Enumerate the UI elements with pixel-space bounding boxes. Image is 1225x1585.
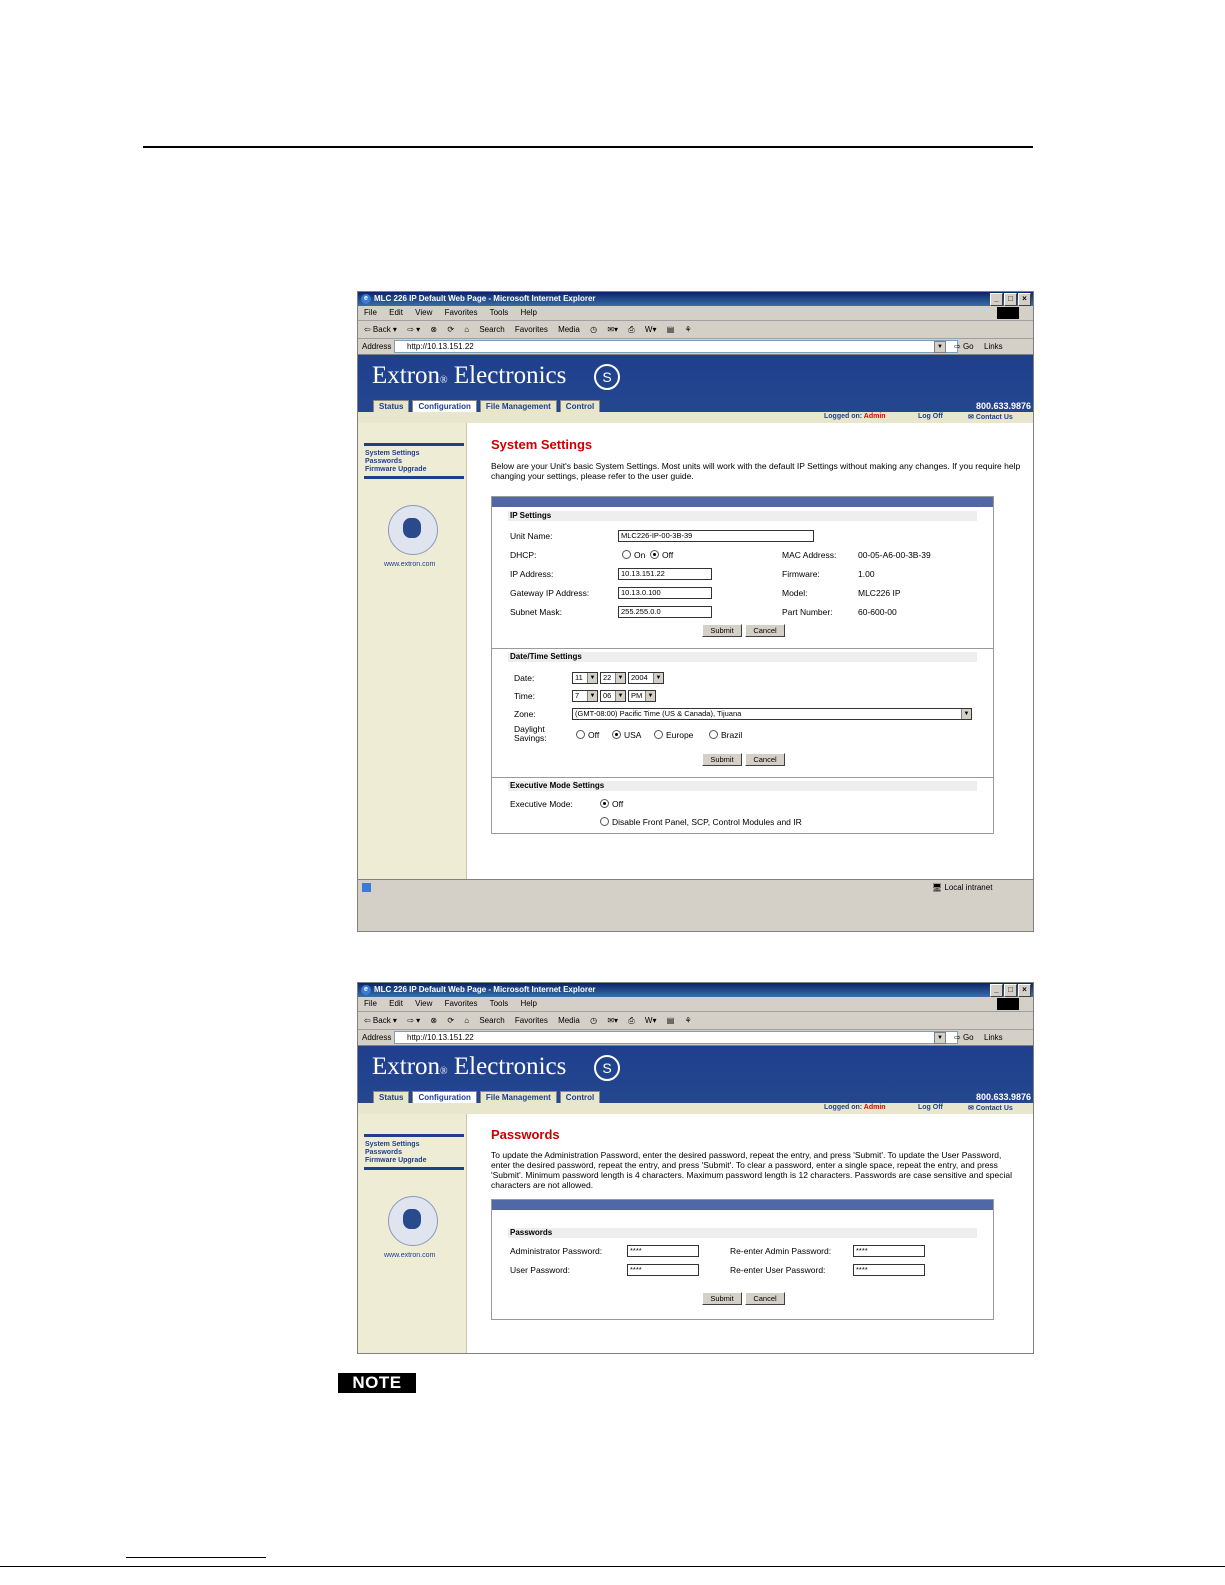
unit-name-label: Unit Name:: [510, 531, 553, 541]
menu-file[interactable]: File: [364, 308, 377, 317]
go-label: Go: [962, 1033, 974, 1042]
forward-button[interactable]: ⇨ ▾: [407, 325, 421, 334]
firmware-value: 1.00: [858, 569, 875, 579]
dst-usa-radio[interactable]: USA: [612, 730, 641, 740]
gateway-input[interactable]: 10.13.0.100: [618, 587, 712, 599]
windows-logo-icon: [997, 307, 1019, 319]
print-icon[interactable]: ⎙: [628, 1016, 635, 1025]
ip-submit-button[interactable]: Submit: [702, 624, 742, 637]
part-number-label: Part Number:: [782, 607, 833, 617]
firmware-label: Firmware:: [782, 569, 820, 579]
extron-swirl-icon: S: [594, 1055, 620, 1081]
zone-label: Zone:: [514, 709, 536, 719]
time-minute-select[interactable]: 06 ▼: [600, 690, 626, 702]
tab-control[interactable]: Control: [560, 400, 600, 412]
dst-europe-radio[interactable]: Europe: [654, 730, 693, 740]
back-button[interactable]: ⇦ Back ▾: [364, 1016, 397, 1025]
sidebar: [358, 423, 467, 879]
menu-edit[interactable]: Edit: [389, 308, 403, 317]
log-off-link[interactable]: Log Off: [918, 413, 943, 420]
media-button[interactable]: Media: [558, 1016, 580, 1025]
tab-status[interactable]: Status: [373, 400, 409, 412]
exec-disable-radio[interactable]: Disable Front Panel, SCP, Control Modules and IR: [600, 817, 802, 827]
gateway-label: Gateway IP Address:: [510, 588, 590, 598]
go-button[interactable]: ⇨ Go: [954, 1033, 974, 1042]
menu-view[interactable]: View: [415, 999, 433, 1008]
refresh-icon[interactable]: ⟳: [447, 1016, 455, 1025]
windows-logo-icon: [997, 998, 1019, 1010]
sidebar-item-firmware-upgrade[interactable]: Firmware Upgrade: [365, 1157, 427, 1164]
footer-rule: [0, 1566, 1225, 1567]
model-value: MLC226 IP: [858, 588, 901, 598]
chevron-down-icon: ▼: [645, 691, 655, 701]
mail-icon[interactable]: ✉▾: [607, 1016, 619, 1025]
address-label: Address: [362, 342, 392, 351]
contact-us-link[interactable]: ✉ Contact Us: [968, 1105, 1013, 1112]
favorites-button[interactable]: Favorites: [514, 1016, 548, 1025]
minimize-icon[interactable]: _: [990, 984, 1003, 997]
status-bar: [358, 879, 1033, 895]
admin-password-label: Administrator Password:: [510, 1246, 603, 1256]
close-icon[interactable]: ×: [1018, 293, 1031, 306]
chevron-down-icon: ▼: [653, 673, 663, 683]
phone-number: 800.633.9876: [975, 1092, 1031, 1102]
subnet-label: Subnet Mask:: [510, 607, 562, 617]
passwords-content: [491, 1114, 1021, 1303]
panel-header: [492, 497, 993, 507]
model-label: Model:: [782, 588, 808, 598]
page-icon: [362, 883, 371, 892]
page-content: [358, 355, 1033, 879]
discuss-icon[interactable]: ▤: [666, 325, 675, 334]
chevron-down-icon: ▼: [587, 673, 597, 683]
page-content: [358, 1046, 1033, 1353]
minimize-icon[interactable]: _: [990, 293, 1003, 306]
address-label: Address: [362, 1033, 392, 1042]
menu-file[interactable]: File: [364, 999, 377, 1008]
log-off-link[interactable]: Log Off: [918, 1104, 943, 1111]
extron-seal-icon: [388, 1196, 438, 1246]
radio-icon: [709, 730, 718, 739]
tab-control[interactable]: Control: [560, 1091, 600, 1103]
sidebar-item-passwords[interactable]: Passwords: [365, 1149, 402, 1156]
reenter-user-password-input[interactable]: ****: [853, 1264, 925, 1276]
menu-help[interactable]: Help: [520, 308, 537, 317]
search-button[interactable]: Search: [479, 1016, 505, 1025]
page-title: Passwords: [491, 1127, 560, 1142]
date-label: Date:: [514, 673, 535, 683]
sidebar-item-system-settings[interactable]: System Settings: [365, 1141, 420, 1148]
settings-panel: [491, 496, 994, 834]
menu-tools[interactable]: Tools: [489, 999, 509, 1008]
time-ampm-select[interactable]: PM ▼: [628, 690, 656, 702]
go-label: Go: [962, 342, 974, 351]
toolbar: [358, 321, 1033, 339]
forward-button[interactable]: ⇨ ▾: [407, 1016, 421, 1025]
print-icon[interactable]: ⎙: [628, 325, 635, 334]
phone-number: 800.633.9876: [975, 401, 1031, 411]
radio-icon: [650, 550, 659, 559]
logged-on-status: Logged on: Admin: [824, 1104, 886, 1111]
stop-icon[interactable]: ⊗: [430, 325, 438, 334]
security-zone: 🖥 Local intranet: [932, 883, 993, 892]
history-icon[interactable]: ◷: [590, 1016, 598, 1025]
logon-bar: [358, 412, 1033, 423]
footer-rule-short: [126, 1557, 266, 1558]
admin-password-input[interactable]: ****: [627, 1245, 699, 1257]
contact-us-link[interactable]: ✉ Contact Us: [968, 414, 1013, 421]
extron-logo: Extron® Electronics: [372, 362, 567, 389]
radio-icon: [612, 730, 621, 739]
search-button[interactable]: Search: [479, 325, 505, 334]
note-badge: NOTE: [338, 1373, 416, 1393]
section-title: IP Settings: [508, 511, 977, 521]
go-button[interactable]: ⇨ Go: [954, 342, 974, 351]
close-icon[interactable]: ×: [1018, 984, 1031, 997]
menu-bar: [358, 997, 1033, 1012]
website-link[interactable]: www.extron.com: [384, 561, 436, 568]
nav-tabs: [373, 1091, 600, 1103]
exec-off-radio[interactable]: Off: [600, 799, 623, 809]
logon-bar: [358, 1103, 1033, 1114]
browser-window-system-settings: [357, 291, 1034, 932]
radio-icon: [600, 817, 609, 826]
menu-help[interactable]: Help: [520, 999, 537, 1008]
radio-icon: [622, 550, 631, 559]
history-icon[interactable]: ◷: [590, 325, 598, 334]
zone-select[interactable]: (GMT-08:00) Pacific Time (US & Canada), Tijuana ▼: [572, 708, 972, 720]
dst-brazil-radio[interactable]: Brazil: [709, 730, 742, 740]
browser-window-passwords: [357, 982, 1034, 1354]
edit-icon[interactable]: W▾: [644, 325, 657, 334]
section-divider: [492, 777, 993, 778]
mac-value: 00-05-A6-00-3B-39: [858, 550, 931, 560]
extron-logo: Extron® Electronics: [372, 1053, 567, 1080]
date-year-select[interactable]: 2004 ▼: [628, 672, 664, 684]
intro-text: Below are your Unit's basic System Settings. Most units will work with the default IP Settings without making any changes. If you require help changing your settings, please refer to the user guide.: [491, 461, 1021, 481]
sidebar-item-passwords[interactable]: Passwords: [365, 458, 402, 465]
maximize-icon[interactable]: □: [1004, 293, 1017, 306]
ie-icon: e: [361, 985, 371, 995]
extron-swirl-icon: S: [594, 364, 620, 390]
page-title: System Settings: [491, 437, 593, 452]
sidebar-item-firmware-upgrade[interactable]: Firmware Upgrade: [365, 466, 427, 473]
logged-on-status: Logged on: Admin: [824, 413, 886, 420]
window-title: MLC 226 IP Default Web Page - Microsoft Internet Explorer: [374, 294, 596, 303]
address-input[interactable]: http://10.13.151.22: [394, 340, 958, 353]
sidebar-divider: [364, 1167, 464, 1170]
system-settings-content: [491, 423, 1021, 827]
home-icon[interactable]: ⌂: [464, 325, 470, 334]
reenter-user-password-label: Re-enter User Password:: [730, 1265, 826, 1275]
time-label: Time:: [514, 691, 535, 701]
messenger-icon[interactable]: ⚘: [684, 325, 692, 334]
ip-cancel-button[interactable]: Cancel: [745, 624, 785, 637]
tab-file-management[interactable]: File Management: [480, 400, 557, 412]
toolbar: [358, 1012, 1033, 1030]
ip-address-input[interactable]: 10.13.151.22: [618, 568, 712, 580]
refresh-icon[interactable]: ⟳: [447, 325, 455, 334]
stop-icon[interactable]: ⊗: [430, 1016, 438, 1025]
chevron-down-icon[interactable]: ▼: [934, 1032, 946, 1044]
subnet-input[interactable]: 255.255.0.0: [618, 606, 712, 618]
chevron-down-icon: ▼: [615, 673, 625, 683]
password-cancel-button[interactable]: Cancel: [745, 1292, 785, 1305]
user-password-label: User Password:: [510, 1265, 570, 1275]
website-link[interactable]: www.extron.com: [384, 1252, 436, 1259]
section-title: Date/Time Settings: [508, 652, 977, 662]
nav-tabs: [373, 400, 600, 412]
links-button[interactable]: Links: [984, 342, 1003, 351]
date-day-select[interactable]: 22 ▼: [600, 672, 626, 684]
menu-edit[interactable]: Edit: [389, 999, 403, 1008]
mac-label: MAC Address:: [782, 550, 837, 560]
reenter-admin-password-label: Re-enter Admin Password:: [730, 1246, 832, 1256]
part-number-value: 60-600-00: [858, 607, 897, 617]
tab-configuration[interactable]: Configuration: [412, 1091, 476, 1103]
ie-icon: e: [361, 294, 371, 304]
chevron-down-icon[interactable]: ▼: [934, 341, 946, 353]
media-button[interactable]: Media: [558, 325, 580, 334]
radio-icon: [576, 730, 585, 739]
extron-seal-icon: [388, 505, 438, 555]
address-input[interactable]: http://10.13.151.22: [394, 1031, 958, 1044]
section-title: Executive Mode Settings: [508, 781, 977, 791]
sidebar-item-system-settings[interactable]: System Settings: [365, 450, 420, 457]
address-bar: [358, 339, 1033, 355]
window-titlebar[interactable]: [358, 292, 1033, 306]
tab-configuration[interactable]: Configuration: [412, 400, 476, 412]
panel-header: [492, 1200, 993, 1210]
radio-icon: [600, 799, 609, 808]
back-button[interactable]: ⇦ Back ▾: [364, 325, 397, 334]
passwords-panel: [491, 1199, 994, 1320]
intro-text: To update the Administration Password, enter the desired password, repeat the entry, and press 'Submit'. To update the User Password, enter the desired password, repeat the entry, and press 'Submit'. To clear a password, enter a single space, repeat the entry, and press 'Submit'. Minimum password length is 4 characters. Maximum password length is 12 characters. Passwords are case sensitive and special characters are not allowed.: [491, 1150, 1013, 1190]
page-header-rule: [143, 146, 1033, 148]
window-titlebar[interactable]: [358, 983, 1033, 997]
section-title: Passwords: [508, 1228, 977, 1238]
sidebar-divider: [364, 443, 464, 446]
dhcp-label: DHCP:: [510, 550, 537, 560]
dst-off-radio[interactable]: Off: [576, 730, 599, 740]
ip-address-label: IP Address:: [510, 569, 554, 579]
window-title: MLC 226 IP Default Web Page - Microsoft Internet Explorer: [374, 985, 596, 994]
dhcp-off-radio[interactable]: Off: [650, 550, 673, 560]
daylight-savings-label: Daylight Savings:: [514, 724, 547, 743]
unit-name-input[interactable]: MLC226-IP-00-3B-39: [618, 530, 814, 542]
dhcp-on-radio[interactable]: On: [622, 550, 645, 560]
messenger-icon[interactable]: ⚘: [684, 1016, 692, 1025]
discuss-icon[interactable]: ▤: [666, 1016, 675, 1025]
menu-bar: [358, 306, 1033, 321]
mail-icon[interactable]: ✉▾: [607, 325, 619, 334]
links-button[interactable]: Links: [984, 1033, 1003, 1042]
tab-file-management[interactable]: File Management: [480, 1091, 557, 1103]
dt-submit-button[interactable]: Submit: [702, 753, 742, 766]
dt-cancel-button[interactable]: Cancel: [745, 753, 785, 766]
executive-mode-label: Executive Mode:: [510, 799, 573, 809]
address-bar: [358, 1030, 1033, 1046]
chevron-down-icon: ▼: [961, 709, 971, 719]
menu-favorites[interactable]: Favorites: [444, 999, 478, 1008]
time-hour-select[interactable]: 7 ▼: [572, 690, 598, 702]
menu-view[interactable]: View: [415, 308, 433, 317]
sidebar: [358, 1114, 467, 1353]
home-icon[interactable]: ⌂: [464, 1016, 470, 1025]
user-password-input[interactable]: ****: [627, 1264, 699, 1276]
tab-status[interactable]: Status: [373, 1091, 409, 1103]
favorites-button[interactable]: Favorites: [514, 325, 548, 334]
section-divider: [492, 648, 993, 649]
site-banner: [358, 1046, 1033, 1103]
chevron-down-icon: ▼: [615, 691, 625, 701]
password-submit-button[interactable]: Submit: [702, 1292, 742, 1305]
radio-icon: [654, 730, 663, 739]
chevron-down-icon: ▼: [587, 691, 597, 701]
maximize-icon[interactable]: □: [1004, 984, 1017, 997]
menu-tools[interactable]: Tools: [489, 308, 509, 317]
sidebar-divider: [364, 1134, 464, 1137]
reenter-admin-password-input[interactable]: ****: [853, 1245, 925, 1257]
date-month-select[interactable]: 11 ▼: [572, 672, 598, 684]
sidebar-divider: [364, 476, 464, 479]
site-banner: [358, 355, 1033, 412]
menu-favorites[interactable]: Favorites: [444, 308, 478, 317]
edit-icon[interactable]: W▾: [644, 1016, 657, 1025]
